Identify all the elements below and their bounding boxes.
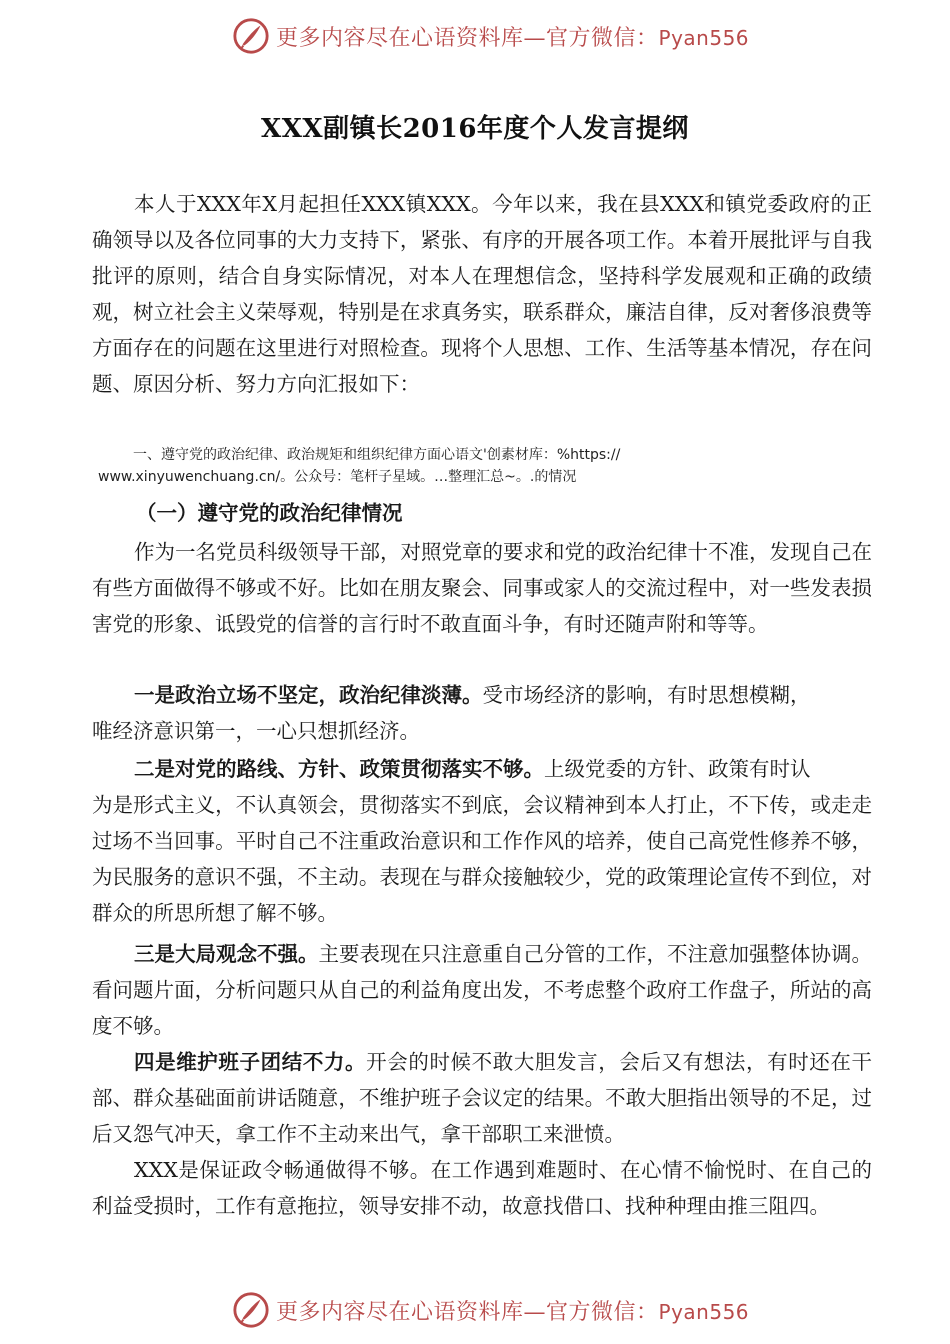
section-paragraph: 作为一名党员科级领导干部，对照党章的要求和党的政治纪律十不准，发现自己在有些方面做得不够或不好。比如在朋友聚会、同事或家人的交流过程中，对一些发表损害党的形象、诋毁党的信誉的言行时不敢直面斗争，有时还随声附和等等。 [92, 540, 872, 636]
point-3-lead: 三是大局观念不强。 [134, 942, 319, 966]
point-2-lead: 二是对党的路线、方针、政策贯彻落实不够。 [134, 757, 544, 781]
intro-paragraph: 本人于XXX年X月起担任XXX镇XXX。今年以来，我在县XXX和镇党委政府的正确领导以及各位同事的大力支持下，紧张、有序的开展各项工作。本着开展批评与自我批评的原则，结合自身实际情况，对本人在理想信念，坚持科学发展观和正确的政绩观，树立社会主义荣辱观，特别是在求真务实，联系群众，廉洁自律，反对奢侈浪费等方面存在的问题在这里进行对照检查。现将个人思想、工作、生活等基本情况，存在问题、原因分析、努力方向汇报如下： [92, 192, 872, 396]
source-note-line1: 一、遵守党的政治纪律、政治规矩和组织纪律方面心语文'创素材库：%https:// [133, 447, 621, 463]
quill-seal-icon [232, 17, 270, 55]
footer-banner [232, 1290, 749, 1330]
point-2-rest: 为是形式主义，不认真领会，贯彻落实不到底，会议精神到本人打止，不下传，或走走过场不当回事。平时自己不注重政治意识和工作作风的培养，使自己高党性修养不够，为民服务的意识不强，不主动。表现在与群众接触较少，党的政策理论宣传不到位，对群众的所思所想了解不够。 [92, 793, 872, 925]
banner-handle: Pyan556 [658, 25, 750, 50]
header-banner [232, 16, 749, 56]
section-heading: （一）遵守党的政治纪律情况 [136, 501, 403, 525]
point-3 [92, 936, 872, 1044]
source-note-line2: www.xinyuwenchuang.cn/。公众号：笔杆子星域。…整理汇总~。.的情况 [98, 469, 577, 485]
banner-text [276, 21, 749, 52]
point-4-lead: 四是维护班子团结不力。 [134, 1050, 367, 1074]
banner-prefix: 更多内容尽在心语资料库—官方微信： [276, 25, 659, 51]
banner-prefix: 更多内容尽在心语资料库—官方微信： [276, 1299, 659, 1325]
banner-text [276, 1295, 749, 1326]
point-1-lead: 一是政治立场不坚定，政治纪律淡薄。 [134, 683, 483, 707]
point-3-rest: 主要表现在只注意重自己分管的工作，不注意加强整体协调。看问题片面，分析问题只从自己的利益角度出发，不考虑整个政府工作盘子，所站的高度不够。 [92, 942, 872, 1038]
banner-handle: Pyan556 [658, 1299, 750, 1324]
page-title: XXX副镇长2016年度个人发言提纲 [261, 114, 689, 144]
point-2-line1: 上级党委的方针、政策有时认 [544, 757, 811, 781]
point-4 [92, 1044, 872, 1152]
point-4-rest: 开会的时候不敢大胆发言，会后又有想法，有时还在干部、群众基础面前讲话随意，不维护班子会议定的结果。不敢大胆指出领导的不足，过后又怨气冲天，拿工作不主动来出气，拿干部职工来泄愤。 [92, 1050, 873, 1146]
point-2 [92, 751, 872, 931]
point-1-rest: 唯经济意识第一，一心只想抓经济。 [92, 719, 420, 743]
point-1 [92, 677, 872, 749]
point-1-line1: 受市场经济的影响，有时思想模糊， [482, 683, 811, 707]
quill-seal-icon [232, 1291, 270, 1329]
closing-paragraph: XXX是保证政令畅通做得不够。在工作遇到难题时、在心情不愉悦时、在自己的利益受损时，工作有意拖拉，领导安排不动，故意找借口、找种种理由推三阻四。 [92, 1158, 872, 1218]
source-note [98, 444, 833, 488]
